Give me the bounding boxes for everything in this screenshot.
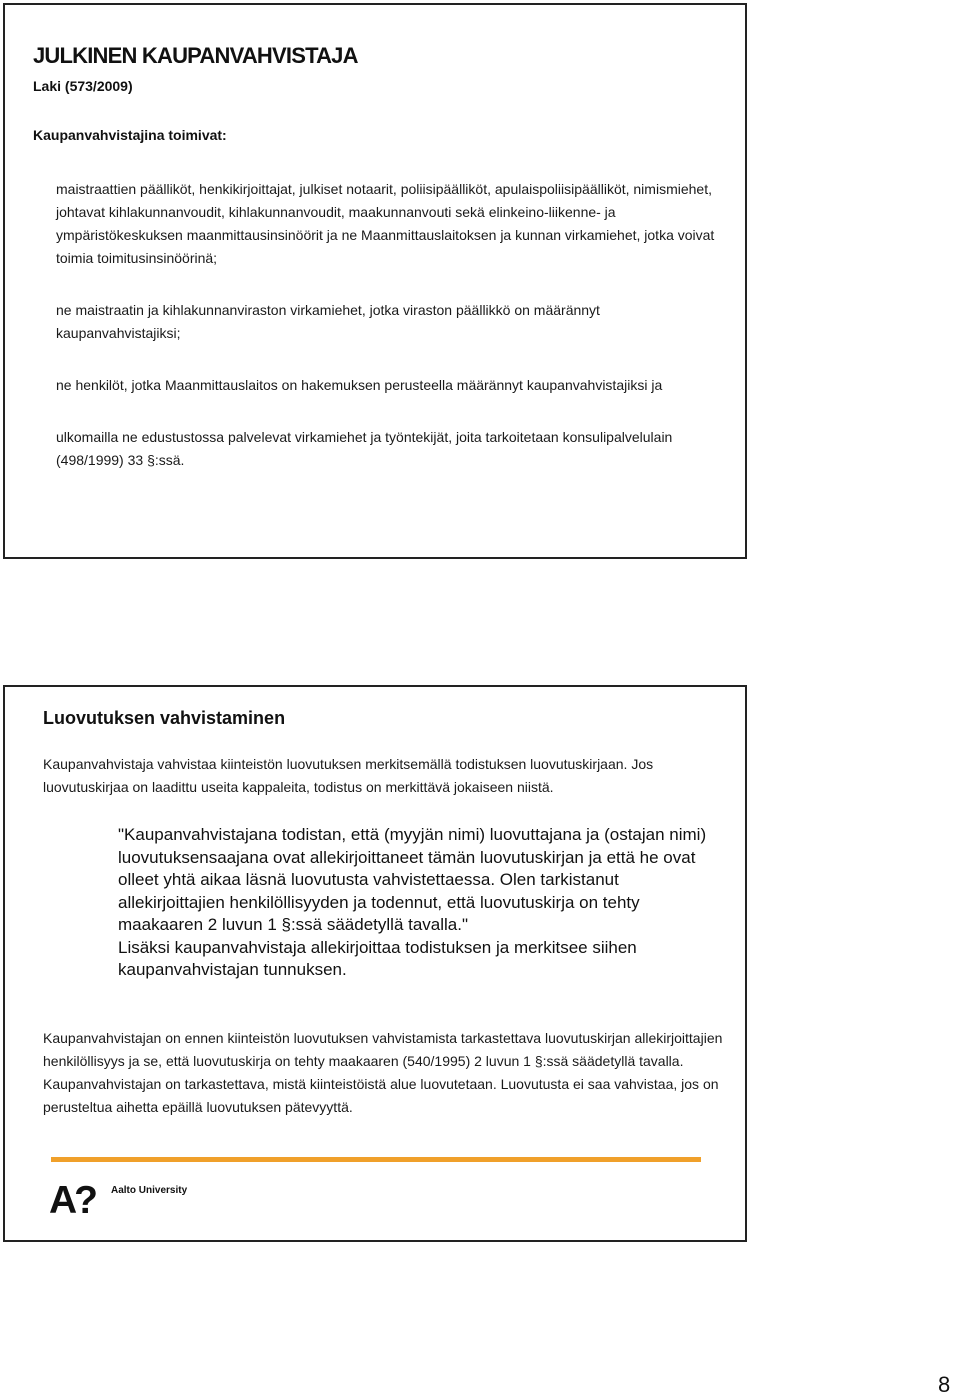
quote-text: "Kaupanvahvistajana todistan, että (myyjän nimi) luovuttajana ja (ostajan nimi) luovutuksensaajana ovat allekirjoittaneet tämän luovutuskirjan ja että he ovat olleet yhtä aikaa läsnä luovutusta vahvistettaessa. Olen tarkistanut allekirjoittajien henkilöllisyyden ja todennut, että luovutuskirja on tehty maakaaren 2 luvun 1 §:ssä säädetyllä tavalla.": [118, 825, 707, 934]
accent-divider: [51, 1157, 701, 1162]
aalto-logo-text: Aalto University: [111, 1185, 188, 1196]
list-item: ne henkilöt, jotka Maanmittauslaitos on hakemuksen perusteella määrännyt kaupanvahvistajiksi ja: [56, 377, 663, 393]
law-reference: Laki (573/2009): [33, 78, 133, 94]
page-number: 8: [938, 1372, 951, 1397]
quote-extra-text: Lisäksi kaupanvahvistaja allekirjoittaa todistuksen ja merkitsee siihen kaupanvahvistajan tunnuksen.: [118, 937, 637, 979]
officials-list: [56, 178, 716, 501]
verification-paragraph: Kaupanvahvistajan on ennen kiinteistön luovutuksen vahvistamista tarkastettava luovutuskirjan allekirjoittajien henkilöllisyys ja se, että luovutuskirja on tehty maakaaren (540/1995) 2 luvun 1 §:ssä säädetyllä tavalla. Kaupanvahvistajan on tarkastettava, mistä kiinteistöistä alue luovutetaan. Luovutusta ei saa vahvistaa, jos on perusteltua aihetta epäillä luovutuksen pätevyyttä.: [43, 1030, 723, 1115]
intro-paragraph: Kaupanvahvistaja vahvistaa kiinteistön luovutuksen merkitsemällä todistuksen luovutuskirjaan. Jos luovutuskirjaa on laadittu useita kappaleita, todistus on merkittävä jokaiseen niistä.: [43, 756, 654, 795]
slide-2-title: Luovutuksen vahvistaminen: [43, 708, 286, 728]
list-item: ulkomailla ne edustustossa palvelevat virkamiehet ja työntekijät, joita tarkoitetaan konsulipalvelulain (498/1999) 33 §:ssä.: [56, 429, 673, 468]
slide-2: [3, 685, 747, 1242]
aalto-logo-icon: A?: [49, 1179, 95, 1222]
list-item: maistraattien päälliköt, henkikirjoittajat, julkiset notaarit, poliisipäälliköt, apulaispoliisipäälliköt, nimismiehet, johtavat kihlakunnanvoudit, kihlakunnanvoudit, maakunnanvouti sekä elinkeino-liikenne- ja ympäristökeskuksen maanmittausinsinöörit ja ne Maanmittauslaitoksen ja kunnan virkamiehet, jotka voivat toimia toimitusinsinöörinä;: [56, 181, 715, 266]
section-heading: Kaupanvahvistajina toimivat:: [33, 127, 227, 143]
slide-1-title: JULKINEN KAUPANVAHVISTAJA: [33, 43, 358, 68]
list-item: ne maistraatin ja kihlakunnanviraston virkamiehet, jotka viraston päällikkö on määrännyt kaupanvahvistajiksi;: [56, 302, 600, 341]
certificate-quote: [118, 824, 718, 982]
slide-1: [3, 3, 747, 559]
